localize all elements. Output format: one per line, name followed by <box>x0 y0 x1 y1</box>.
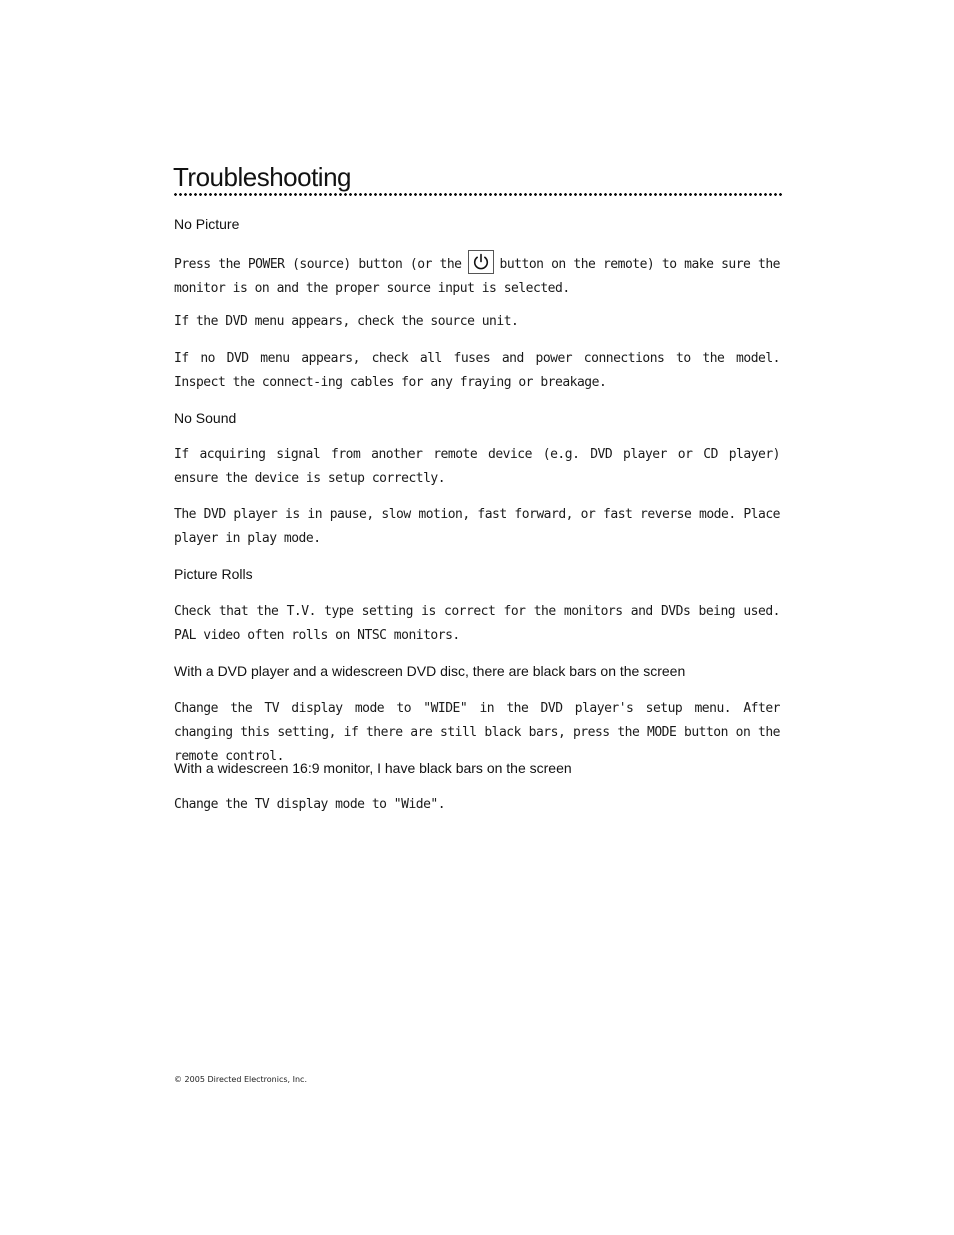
paragraph-wide-display: Change the TV display mode to "Wide". <box>174 797 446 812</box>
title-dotted-rule <box>173 192 782 197</box>
heading-no-picture: No Picture <box>174 216 240 232</box>
power-icon <box>468 250 494 274</box>
paragraph-dvd-menu: If the DVD menu appears, check the source unit. <box>174 314 519 329</box>
paragraph-acquiring-signal: If acquiring signal from another remote device (e.g. DVD player or CD player) ensure the device is setup correctly. <box>174 447 780 486</box>
paragraph-wide-mode: Change the TV display mode to "WIDE" in the DVD player's setup menu. After changing this setting, if there are still black bars, press the MODE button on the remote control. <box>174 701 780 764</box>
page-title: Troubleshooting <box>173 162 351 192</box>
paragraph-power-before: Press the POWER (source) button (or the <box>174 257 462 272</box>
paragraph-tv-type: Check that the T.V. type setting is correct for the monitors and DVDs being used. PAL video often rolls on NTSC monitors. <box>174 604 780 643</box>
paragraph-power <box>174 250 780 301</box>
paragraph-pause-mode: The DVD player is in pause, slow motion, fast forward, or fast reverse mode. Place player in play mode. <box>174 507 780 546</box>
heading-picture-rolls: Picture Rolls <box>174 566 253 582</box>
paragraph-no-dvd-menu: If no DVD menu appears, check all fuses and power connections to the model. Inspect the connect-ing cables for any fraying or breakage. <box>174 351 780 390</box>
heading-no-sound: No Sound <box>174 410 237 426</box>
copyright-footer: © 2005 Directed Electronics, Inc. <box>174 1075 307 1084</box>
paragraph-power-after: button on the remote) to make sure the monitor is on and the proper source input is selected. <box>174 257 780 296</box>
heading-widescreen-dvd: With a DVD player and a widescreen DVD disc, there are black bars on the screen <box>174 663 686 679</box>
heading-widescreen-monitor: With a widescreen 16:9 monitor, I have black bars on the screen <box>174 760 572 776</box>
